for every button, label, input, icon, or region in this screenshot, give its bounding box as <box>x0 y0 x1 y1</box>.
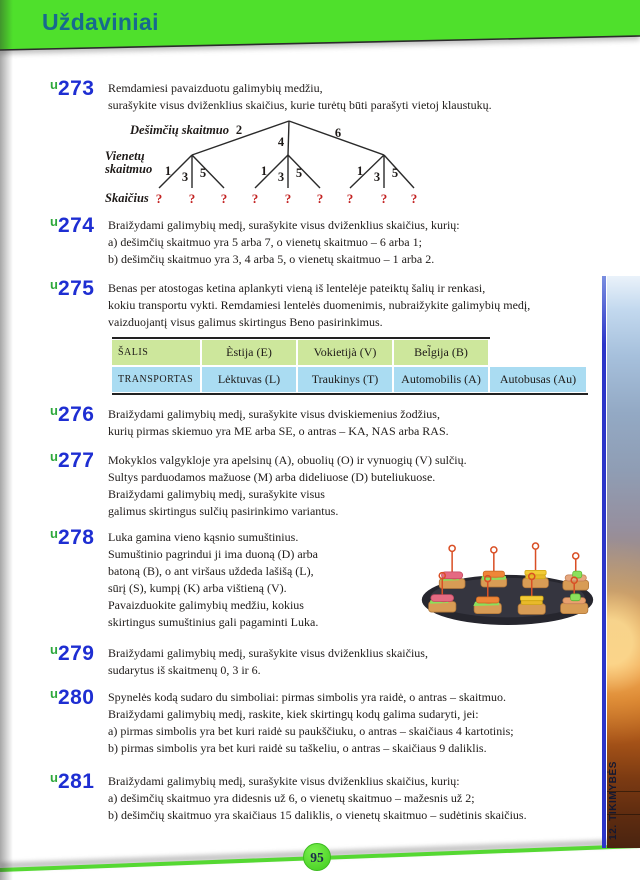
exercise-281-text: Braižydami galimybių medį, surašykite visus dviženklius skaičius, kurių: a) dešimčių skaitmuo yra didesnis už 6, o vienetų skaitmuo – mažesnis už 2; b) dešimčių skaitmuo yra skaičiaus 15 daliklis, o vienetų skaitmuo – sudėtinis skaičius. <box>108 774 527 822</box>
exercise-prefix: u <box>50 77 58 92</box>
exercise-number-value: 276 <box>57 403 95 426</box>
table-header-country: ŠALIS <box>112 340 200 365</box>
exercise-273-number <box>50 77 108 101</box>
exercise-number-value: 279 <box>57 642 95 665</box>
tree-units: 5 <box>199 166 207 180</box>
exercise-278-number <box>50 526 108 550</box>
exercise-number-value: 277 <box>57 449 95 472</box>
exercise-list <box>0 56 600 824</box>
tree-leaf-question: ? <box>155 191 163 206</box>
tree-tens-4: 4 <box>277 135 285 149</box>
exercise-276 <box>50 403 600 440</box>
possibility-tree-diagram <box>102 112 502 210</box>
exercise-number-value: 280 <box>57 686 95 709</box>
exercise-276-number <box>50 403 108 427</box>
exercise-275-table-row <box>50 334 600 395</box>
exercise-278-text: Luka gamina vieno kąsnio sumuštinius. Sumuštinio pagrindui ji ima duoną (D) arba batoną (B), o ant viršaus uždeda lašišą (L), sūrį (S), kumpį (K) arba vištieną (V). Pavaizduokite galimybių medžiu, kokius skirtingus sumuštinius gali pagaminti Luka. <box>108 530 319 629</box>
exercise-prefix: u <box>50 526 58 541</box>
page-title: Uždaviniai <box>42 9 159 35</box>
sunset-photo <box>607 276 640 848</box>
exercise-prefix: u <box>50 214 58 229</box>
page-footer <box>0 836 640 880</box>
table-cell-transport: Autobusas (Au) <box>490 367 586 392</box>
exercise-prefix: u <box>50 449 58 464</box>
table-cell-transport: Lėktuvas (L) <box>202 367 296 392</box>
tree-units: 1 <box>260 164 268 178</box>
table-cell-country: Èstija (E) <box>202 340 296 365</box>
exercise-278 <box>50 526 600 647</box>
exercise-prefix: u <box>50 277 58 292</box>
exercise-prefix: u <box>50 686 58 701</box>
page-number: 95 <box>310 850 324 865</box>
tree-tens-6: 6 <box>334 126 342 140</box>
tree-leaf-question: ? <box>316 191 324 206</box>
tree-units: 3 <box>373 170 381 184</box>
table-top-rule <box>112 337 490 339</box>
tree-units: 1 <box>164 164 172 178</box>
choices-table <box>112 337 588 395</box>
tree-leaf-question: ? <box>380 191 388 206</box>
exercise-275-number <box>50 277 108 301</box>
tree-units: 1 <box>356 164 364 178</box>
table-cell-empty <box>490 340 586 365</box>
exercise-277 <box>50 449 600 520</box>
footer-rule <box>0 836 640 880</box>
exercise-number-value: 278 <box>57 526 95 549</box>
exercise-276-text: Braižydami galimybių medį, surašykite visus dviskiemenius žodžius, kurių pirmas skiemuo yra ME arba SE, o antras – KA, NAS arba RAS. <box>108 407 449 438</box>
exercise-274-number <box>50 214 108 238</box>
tree-leaf-question: ? <box>346 191 354 206</box>
tree-leaf-question: ? <box>188 191 196 206</box>
exercise-280-text: Spynelės kodą sudaro du simboliai: pirmas simbolis yra raidė, o antras – skaitmuo. Braižydami galimybių medį, raskite, kiek skirtingų kodų galima sudaryti, jei: a) pirmas simbolis yra bet kuri raidė su paukščiuku, o antras – skaičiaus 4 kartotinis; b) pirmas simbolis yra bet kuri raidė su taškeliu, o antras – skaičiaus 9 daliklis. <box>108 690 514 755</box>
exercise-prefix: u <box>50 770 58 785</box>
exercise-number-value: 281 <box>57 770 95 793</box>
exercise-number-value: 274 <box>57 214 95 237</box>
table-cell-country: Vokietijà (V) <box>298 340 392 365</box>
tree-label-units-1: Vienetų <box>105 149 145 163</box>
exercise-280-number <box>50 686 108 710</box>
tree-leaf-question: ? <box>410 191 418 206</box>
tree-units: 5 <box>295 166 303 180</box>
exercise-prefix: u <box>50 403 58 418</box>
canape-platter-illustration <box>418 521 600 647</box>
exercise-273 <box>50 77 600 114</box>
tree-units: 3 <box>277 170 285 184</box>
chapter-tab-label: 12. TIKIMYBĖS <box>608 761 619 840</box>
exercise-273-text: Remdamiesi pavaizduotu galimybių medžiu, surašykite visus dviženklius skaičius, kurie turėtų būti parašyti vietoj klaustukų. <box>108 81 492 112</box>
exercise-number-value: 275 <box>57 277 95 300</box>
table-header-transport: TRANSPORTAS <box>112 367 200 392</box>
tree-units: 3 <box>181 170 189 184</box>
tree-leaf-question: ? <box>284 191 292 206</box>
exercise-prefix: u <box>50 642 58 657</box>
exercise-274-text: Braižydami galimybių medį, surašykite visus dviženklius skaičius, kurių: a) dešimčių skaitmuo yra 5 arba 7, o vienetų skaitmuo – 6 arba 1; b) dešimčių skaitmuo yra 3, 4 arba 5, o vienetų skaitmuo – 1 arba 2. <box>108 218 460 266</box>
tree-label-tens: Dešimčių skaitmuo <box>130 123 229 137</box>
sidebar-blue-rule <box>602 276 606 848</box>
table-bottom-rule <box>112 393 588 395</box>
exercise-number-value: 273 <box>57 77 95 100</box>
tree-tens-2: 2 <box>235 123 243 137</box>
exercise-279 <box>50 642 600 679</box>
exercise-274 <box>50 214 600 268</box>
chapter-sidebar <box>602 276 640 848</box>
exercise-277-number <box>50 449 108 473</box>
tree-label-units-2: skaitmuo <box>105 162 153 176</box>
exercise-279-number <box>50 642 108 666</box>
tree-leaf-question: ? <box>251 191 259 206</box>
table-cell-country: Bel̃gija (B) <box>394 340 488 365</box>
exercise-281 <box>50 770 600 824</box>
chapter-banner <box>0 0 640 60</box>
tree-units: 5 <box>391 166 399 180</box>
exercise-280 <box>50 686 600 757</box>
exercise-277-text: Mokyklos valgykloje yra apelsinų (A), obuolių (O) ir vynuogių (V) sulčių. Sultys parduodamos mažuose (M) arba dideliuose (D) buteliukuose. Braižydami galimybių medį, surašykite visus galimus skirtingus sulčių pasirinkimo variantus. <box>108 453 467 518</box>
exercise-279-text: Braižydami galimybių medį, surašykite visus dviženklius skaičius, sudarytus iš skaitmenų 0, 3 ir 6. <box>108 646 428 677</box>
tree-label-number: Skaičius <box>105 191 149 205</box>
tree-leaf-question: ? <box>220 191 228 206</box>
exercise-281-number <box>50 770 108 794</box>
exercise-275 <box>50 277 600 331</box>
exercise-275-text: Benas per atostogas ketina aplankyti vieną iš lentelėje pateiktų šalių ir renkasi, kokiu transportu vykti. Remdamiesi lentelės duomenimis, nubraižykite galimybių medį, vaizduojantį visus galimus skirtingus Beno pasirinkimus. <box>108 281 531 329</box>
table-cell-transport: Automobilis (A) <box>394 367 488 392</box>
table-cell-transport: Traukinys (T) <box>298 367 392 392</box>
